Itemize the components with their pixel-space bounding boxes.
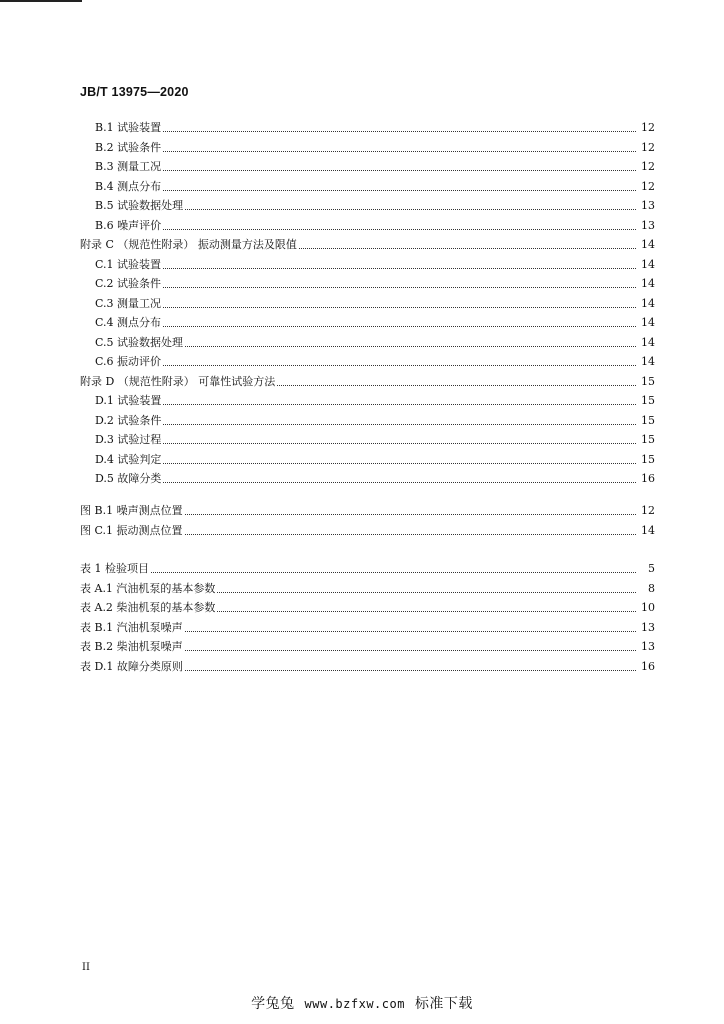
toc-entry-page: 14	[641, 238, 655, 251]
toc-entry-page: 12	[641, 140, 655, 154]
toc-entry-label: 表 A.2 柴油机泵的基本参数	[80, 601, 216, 614]
site-tagline: 标准下载	[414, 996, 473, 1012]
toc-leader-dots	[185, 514, 636, 515]
toc-leader-dots	[163, 365, 636, 366]
toc-entry-page: 14	[641, 523, 655, 537]
toc-leader-dots	[185, 346, 636, 347]
toc-entry-label: C.5 试验数据处理	[95, 335, 184, 349]
toc-entry-page: 14	[641, 316, 655, 329]
toc-entry-page: 15	[641, 374, 655, 388]
toc-leader-dots	[185, 650, 636, 651]
toc-leader-dots	[151, 572, 636, 573]
toc-entry-label: C.3 测量工况	[95, 296, 162, 310]
toc-leader-dots	[185, 209, 636, 210]
toc-entry[interactable]	[0, 412, 724, 430]
toc-entry-label: 附录 C （规范性附录） 振动测量方法及限值	[80, 238, 297, 251]
toc-entry[interactable]	[0, 392, 724, 410]
toc-entry-page: 16	[641, 472, 655, 485]
toc-entry-page: 13	[641, 620, 655, 634]
toc-leader-dots	[163, 443, 636, 444]
toc-entry-page: 12	[641, 121, 655, 134]
toc-entry-label: B.4 测点分布	[95, 179, 162, 193]
toc-entry[interactable]	[0, 502, 724, 520]
top-rule	[0, 0, 82, 2]
toc-entry[interactable]	[0, 178, 724, 196]
toc-leader-dots	[299, 248, 636, 249]
toc-leader-dots	[163, 424, 636, 425]
site-footer	[0, 993, 724, 1013]
toc-entry-label: B.2 试验条件	[95, 140, 162, 154]
toc-entry-label: D.2 试验条件	[95, 413, 162, 427]
toc-entry-label: B.1 试验装置	[95, 121, 162, 134]
toc-entry[interactable]	[0, 275, 724, 293]
toc-entry-label: 表 B.2 柴油机泵噪声	[80, 640, 183, 653]
toc-leader-dots	[163, 151, 636, 152]
toc-entry-label: 表 B.1 汽油机泵噪声	[80, 620, 183, 634]
toc-entry[interactable]	[0, 638, 724, 656]
toc-entry-label: D.1 试验装置	[95, 394, 162, 407]
toc-entry-label: C.2 试验条件	[95, 277, 162, 290]
toc-entry-page: 13	[641, 218, 655, 232]
toc-entry-label: 表 1 检验项目	[80, 562, 149, 575]
toc-entry-label: C.4 测点分布	[95, 316, 162, 329]
toc-entry[interactable]	[0, 580, 724, 598]
toc-entry[interactable]	[0, 314, 724, 332]
toc-leader-dots	[185, 534, 636, 535]
toc-leader-dots	[163, 229, 636, 230]
toc-entry[interactable]	[0, 373, 724, 391]
toc-entry-label: D.5 故障分类	[95, 472, 162, 485]
toc-entry-label: 图 B.1 噪声测点位置	[80, 504, 183, 517]
toc-entry[interactable]	[0, 451, 724, 469]
toc-leader-dots	[277, 385, 636, 386]
toc-entry-page: 15	[641, 413, 655, 427]
toc-leader-dots	[163, 287, 636, 288]
toc-entry-label: 附录 D （规范性附录） 可靠性试验方法	[80, 374, 276, 388]
toc-entry-label: B.3 测量工况	[95, 160, 162, 173]
toc-entry-page: 12	[641, 504, 655, 517]
toc-entry-label: C.1 试验装置	[95, 257, 162, 271]
toc-leader-dots	[217, 611, 636, 612]
site-url[interactable]: www.bzfxw.com	[304, 997, 405, 1011]
toc-leader-dots	[163, 268, 636, 269]
toc-entry-page: 14	[641, 296, 655, 310]
toc-leader-dots	[163, 190, 636, 191]
toc-entry-label: 图 C.1 振动测点位置	[80, 523, 183, 537]
toc-entry-label: D.3 试验过程	[95, 433, 162, 446]
toc-entry[interactable]	[0, 522, 724, 540]
toc-entry[interactable]	[0, 560, 724, 578]
toc-entry-page: 14	[641, 355, 655, 368]
toc-leader-dots	[163, 404, 636, 405]
toc-entry-label: D.4 试验判定	[95, 452, 162, 466]
toc-entry[interactable]	[0, 431, 724, 449]
toc-entry-page: 13	[641, 640, 655, 653]
page-number: II	[82, 962, 90, 973]
toc-entry-page: 13	[641, 199, 655, 212]
toc-entry-page: 14	[641, 277, 655, 290]
site-name: 学兔兔	[251, 996, 295, 1012]
toc-leader-dots	[163, 131, 636, 132]
toc-entry[interactable]	[0, 599, 724, 617]
toc-leader-dots	[163, 326, 636, 327]
toc-entry-label: B.6 噪声评价	[95, 218, 162, 232]
toc-entry-page: 14	[641, 335, 655, 349]
toc-entry[interactable]	[0, 658, 724, 676]
toc-leader-dots	[163, 307, 636, 308]
toc-leader-dots	[185, 631, 636, 632]
toc-entry[interactable]	[0, 353, 724, 371]
toc-entry-page: 14	[641, 257, 655, 271]
toc-leader-dots	[163, 170, 636, 171]
toc-entry-page: 15	[641, 433, 655, 446]
toc-entry-page: 12	[641, 179, 655, 193]
toc-entry-page: 15	[641, 394, 655, 407]
toc-entry[interactable]	[0, 256, 724, 274]
toc-leader-dots	[185, 670, 636, 671]
toc-entry-page: 5	[648, 562, 655, 575]
toc-entry[interactable]	[0, 334, 724, 352]
toc-entry[interactable]	[0, 119, 724, 137]
toc-entry[interactable]	[0, 236, 724, 254]
toc-leader-dots	[163, 463, 636, 464]
toc-entry-page: 8	[648, 581, 655, 595]
toc-entry-label: C.6 振动评价	[95, 355, 162, 368]
toc-entry-page: 16	[641, 659, 655, 673]
toc-entry-page: 12	[641, 160, 655, 173]
toc-entry-label: B.5 试验数据处理	[95, 199, 184, 212]
toc-entry-label: 表 D.1 故障分类原则	[80, 659, 183, 673]
toc-entry-label: 表 A.1 汽油机泵的基本参数	[80, 581, 216, 595]
toc-entry[interactable]	[0, 197, 724, 215]
toc-entry[interactable]	[0, 217, 724, 235]
toc-entry[interactable]	[0, 295, 724, 313]
document-id: JB/T 13975—2020	[80, 85, 189, 99]
toc-entry-page: 10	[641, 601, 655, 614]
toc-entry[interactable]	[0, 470, 724, 488]
toc-leader-dots	[217, 592, 636, 593]
toc-entry[interactable]	[0, 139, 724, 157]
toc-leader-dots	[163, 482, 636, 483]
toc-entry[interactable]	[0, 619, 724, 637]
toc-entry[interactable]	[0, 158, 724, 176]
toc-entry-page: 15	[641, 452, 655, 466]
